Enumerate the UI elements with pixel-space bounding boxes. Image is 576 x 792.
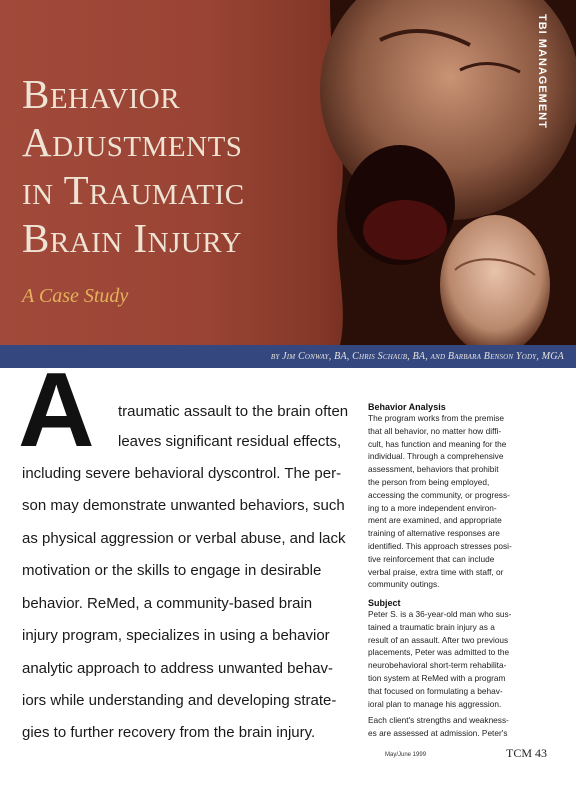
- section-text-line: result of an assault. After two previous: [368, 634, 509, 645]
- section-text-line: tive reinforcement that can include: [368, 553, 495, 564]
- intro-line: motivation or the skills to engage in desirable: [22, 562, 322, 579]
- section-text-line: Each client's strengths and weakness-: [368, 715, 509, 725]
- issue-date: May/June 1999: [385, 752, 427, 758]
- intro-line: iors while understanding and developing strate-: [22, 692, 337, 709]
- section-text-line: Peter S. is a 36-year-old man who sus-: [368, 609, 512, 619]
- section-text-line: neurobehavioral short-term rehabilita-: [368, 660, 507, 671]
- intro-line: traumatic assault to the brain often: [118, 403, 349, 420]
- section-text-line: cult, has function and meaning for the: [368, 438, 507, 449]
- title-line-3: in Traumatic: [22, 167, 245, 213]
- section-heading: Behavior Analysis: [368, 402, 446, 412]
- title-line-4: Brain Injury: [22, 215, 242, 261]
- section-text-line: es are assessed at admission. Peter's: [368, 727, 508, 738]
- intro-line: as physical aggression or verbal abuse, and lack: [22, 530, 346, 547]
- section-text-line: verbal praise, extra time with staff, or: [368, 566, 504, 577]
- intro-line: including severe behavioral dyscontrol. The per-: [22, 465, 342, 482]
- section-text-line: ioral plan to manage his aggression.: [368, 698, 502, 709]
- section-text-line: ing to a more independent environ-: [368, 502, 497, 513]
- sidebar-section-continued: [368, 714, 554, 740]
- drop-cap: A: [18, 351, 95, 469]
- section-text-line: The program works from the premise: [368, 413, 505, 423]
- section-text-line: tion system at ReMed with a program: [368, 672, 506, 683]
- author-byline: by Jim Conway, BA, Chris Schaub, BA, and Barbara Benson Yody, MGA: [270, 351, 564, 362]
- intro-line: behavior. ReMed, a community-based brain: [22, 595, 313, 612]
- sidebar-section-subject: [368, 598, 554, 710]
- section-text-line: assessment, behaviors that prohibit: [368, 464, 499, 475]
- section-text-line: individual. Through a comprehensive: [368, 451, 504, 462]
- section-text-line: that focused on formulating a behav-: [368, 685, 503, 696]
- section-text-line: training of alternative responses are: [368, 528, 500, 539]
- section-text-line: placements, Peter was admitted to the: [368, 647, 510, 658]
- section-text-line: tained a traumatic brain injury as a: [368, 621, 495, 632]
- title-line-1: Behavior: [22, 71, 181, 117]
- article-banner: [0, 0, 576, 368]
- section-text-line: accessing the community, or progress-: [368, 489, 510, 500]
- intro-line: gies to further recovery from the brain injury.: [22, 724, 316, 741]
- section-heading: Subject: [368, 598, 401, 608]
- sidebar-section-behavior-analysis: [368, 402, 554, 591]
- section-text-line: ment are examined, and appropriate: [368, 515, 502, 526]
- section-label: TBI MANAGEMENT: [536, 14, 548, 129]
- section-text-line: community outings.: [368, 579, 440, 590]
- section-text-line: that all behavior, no matter how diffi-: [368, 425, 502, 436]
- intro-line: leaves significant residual effects,: [118, 433, 342, 450]
- intro-line: analytic approach to address unwanted behav-: [22, 660, 334, 677]
- intro-line: injury program, specializes in using a behavior: [22, 627, 330, 644]
- page-number: TCM 43: [506, 746, 548, 760]
- section-text-line: identified. This approach stresses posi-: [368, 540, 512, 551]
- intro-line: son may demonstrate unwanted behaviors, such: [22, 497, 345, 514]
- article-subtitle: A Case Study: [22, 285, 129, 307]
- title-line-2: Adjustments: [22, 119, 243, 165]
- article-title: [22, 70, 342, 262]
- section-text-line: the person from being employed,: [368, 476, 490, 487]
